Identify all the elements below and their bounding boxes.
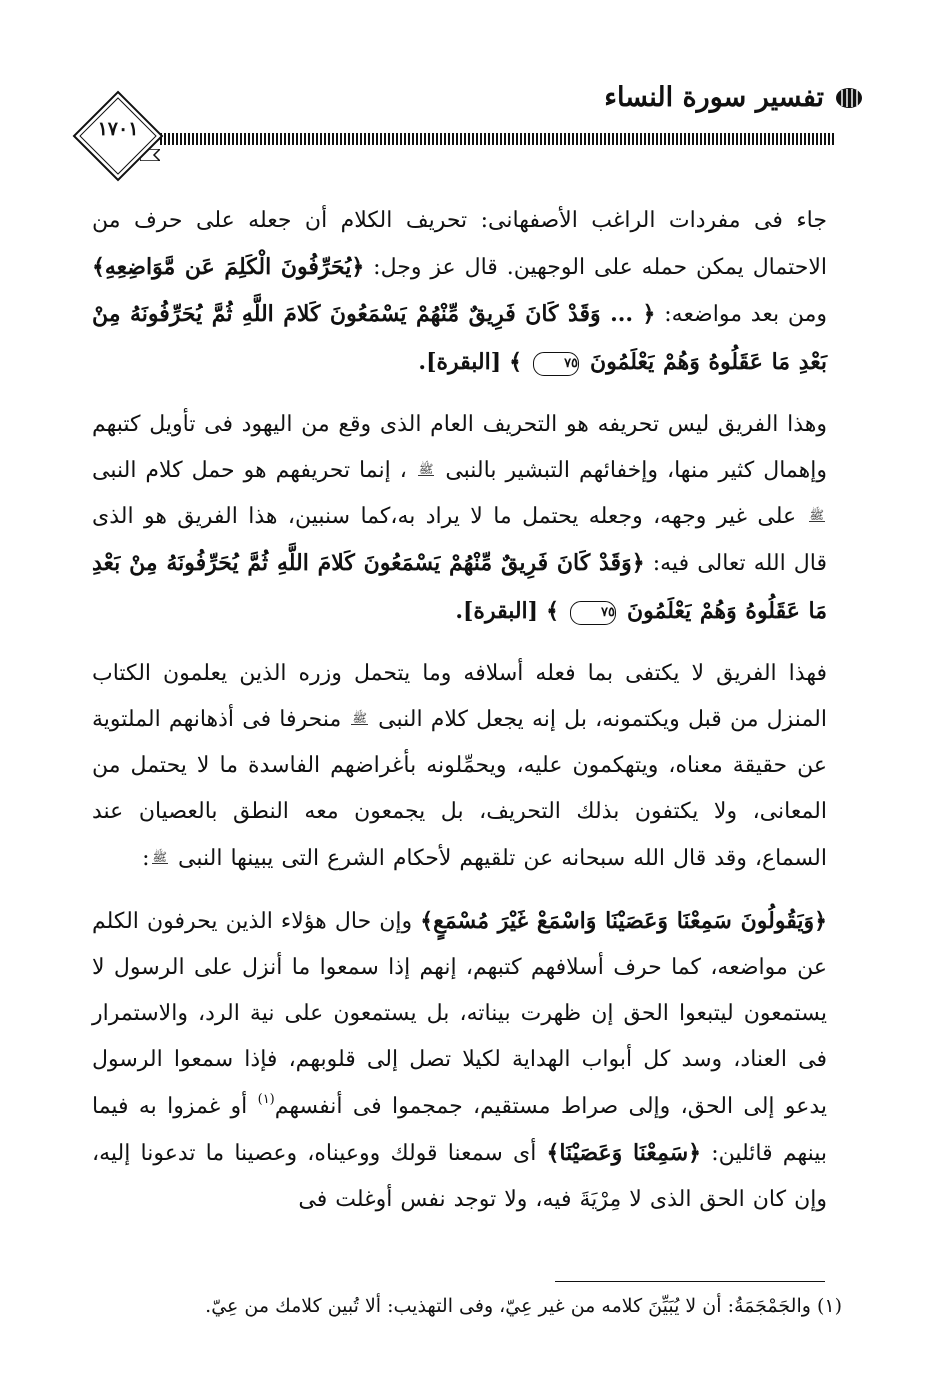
text-run: وهذا الفريق ليس تحريفه هو التحريف العام الذى وقع من اليهود فى تأويل كتبهم وإهمال كثير منها، وإخفائهم التبشير بالنبى [92,411,827,484]
paragraph-4 [92,898,827,1223]
page-number: ١٧٠١ [97,118,139,140]
text-run: ومن بعد مواضعه: [664,302,828,328]
text-run: على غير وجهه، وجعله يحتمل ما لا يراد به،كما سنبين، هذا الفريق هو الذى قال الله تعالى فيه: [92,504,827,577]
salawat-glyph: ﷺ [152,849,168,864]
quran-verse: ﴿يُحَرِّفُونَ الْكَلِمَ عَن مَّوَاضِعِهِ﴾ [92,254,365,281]
surah-reference: [البقرة]. [455,597,539,624]
paragraph-1 [92,198,827,386]
text-run: منحرفا فى أذهانهم الملتوية عن حقيقة معناه، ويتهكمون عليه، ويحمِّلونه بأغراضهم الفاسدة ما لا يحتمل من المعانى، ولا يكتفون بذلك التحريف، بل يجمعون معه النطق بالعصيان عند السماع، وقد قال الله سبحانه عن تلقيهم لأحكام الشرع التى يبينها النبى [92,707,827,871]
text-run: جاء فى مفردات الراغب الأصفهانى: تحريف الكلام أن جعله على حرف من الاحتمال يمكن حمله على الوجهين. قال عز وجل: [92,208,827,281]
quran-verse: ﴿سَمِعْنَا وَعَصَيْنَا﴾ [546,1139,702,1166]
quran-verse: ﴿وَقَدْ كَانَ فَرِيقٌ مِّنْهُمْ يَسْمَعُونَ كَلامَ اللَّهِ ثُمَّ يُحَرِّفُونَهُ مِنْ بَعْدِ مَا عَقَلُوهُ وَهُمْ يَعْلَمُونَ [92,550,827,624]
quran-bracket: ﴾ [509,348,523,375]
footnote-reference[interactable]: (١) [257,1091,275,1107]
surah-reference: [البقرة]. [418,348,502,375]
text-run: ، إنما تحريفهم هو حمل كلام النبى [92,458,407,484]
text-run: أى سمعنا قولك ووعيناه، وعصينا ما تدعونا إليه، وإن كان الحق الذى لا مِرْيَةَ فيه، ولا توجد نفس أوغلت فى [92,1140,827,1213]
quran-bracket: ﴾ [546,597,559,624]
ayah-number-badge: ٧٥ [533,352,579,376]
page-header [0,0,934,190]
footnote-separator [555,1281,825,1282]
salawat-glyph: ﷺ [418,462,434,477]
salawat-glyph: ﷺ [352,711,367,726]
text-run: أو غمزوا به فيما بينهم قائلين: [92,1093,827,1166]
running-title: تفسير سورة النساء [604,82,824,113]
text-run: : [142,845,150,871]
paragraph-2 [92,402,827,635]
title-ornament-icon [834,86,864,114]
main-text [92,198,827,1239]
ayah-number-badge: ٧٥ [570,601,616,625]
text-run: وإن حال هؤلاء الذين يحرفون الكلم عن مواضعه، كما حرف أسلافهم كتبهم، إنهم إذا سمعوا ما أنزل على الرسول لا يستمعون ليتبعوا الحق إن ظهرت بيناته، بل يستمعون على نية الرد، والاستمرار فى العناد، وسد كل أبواب الهداية لكيلا تصل إلى قلوبهم، فإذا سمعوا الرسول يدعو إلى الحق، وإلى صراط مستقيم، جمجموا فى أنفسهم [92,908,828,1119]
quran-verse: ﴿ ... وَقَدْ كَانَ فَرِيقٌ مِّنْهُمْ يَسْمَعُونَ كَلامَ اللَّهِ ثُمَّ يُحَرِّفُونَهُ مِنْ بَعْدِ مَا عَقَلُوهُ وَهُمْ يَعْلَمُونَ [92,301,827,375]
paragraph-3 [92,651,827,882]
header-rule [160,133,834,145]
text-run: فهذا الفريق لا يكتفى بما فعله أسلافه وما يتحمل وزره الذين يعلمون الكتاب المنزل من قبل ويكتمونه، بل إنه يجعل كلام النبى [92,660,827,733]
quran-verse: ﴿وَيَقُولُونَ سَمِعْنَا وَعَصَيْنَا وَاسْمَعْ غَيْرَ مُسْمَعٍ﴾ [420,907,827,934]
footnote: (١) والجَمْجَمَةُ: أن لا يُبَيِّنَ كلامه من غير عِيّ، وفى التهذيب: ألا تُبين كلامك من عِيّ. [205,1295,842,1317]
salawat-glyph: ﷺ [809,508,825,523]
